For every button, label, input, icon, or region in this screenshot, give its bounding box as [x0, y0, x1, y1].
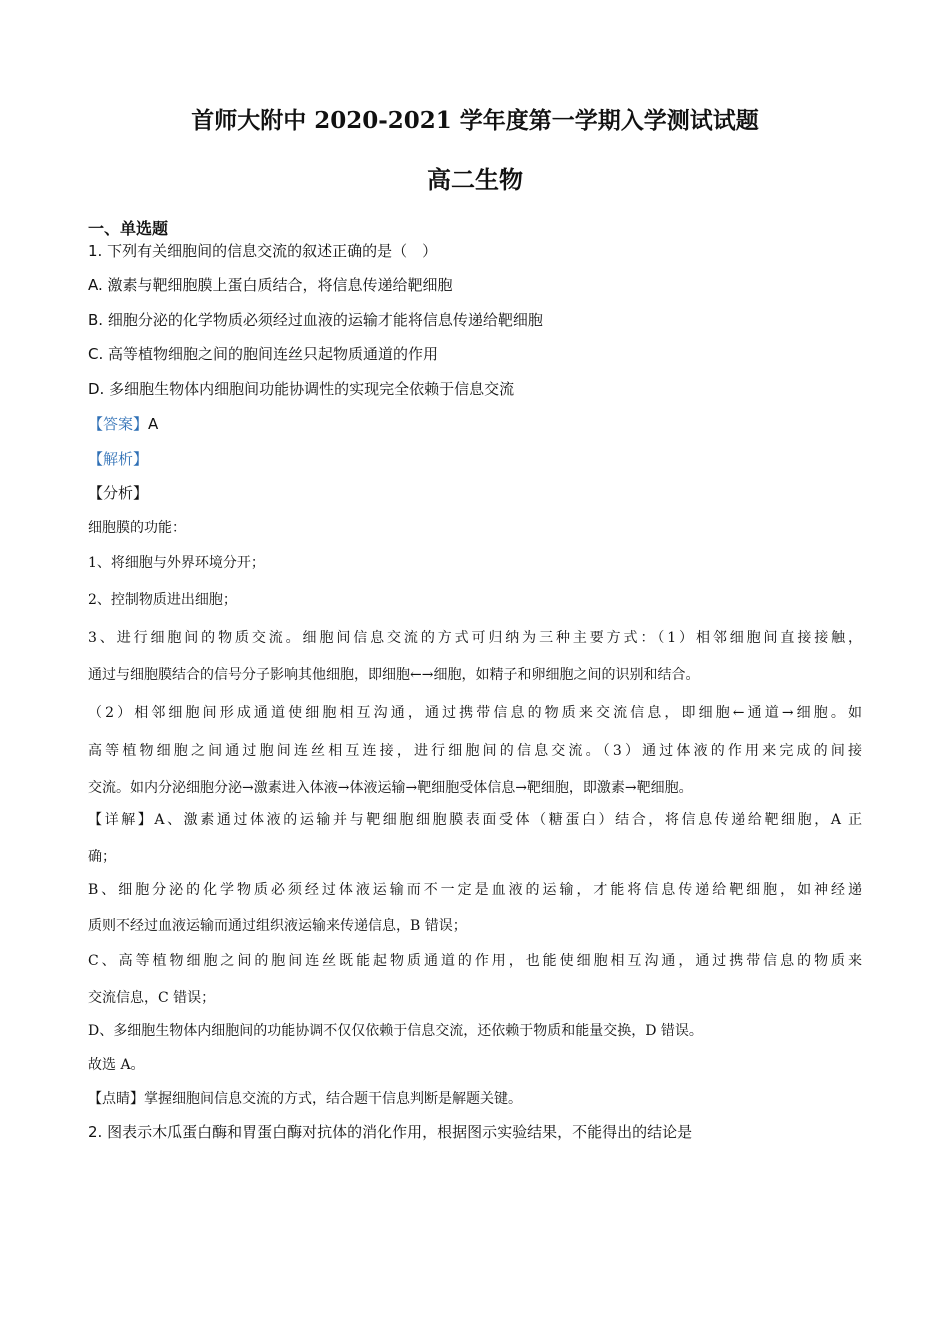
question-1-option-c: C. 高等植物细胞之间的胞间连丝只起物质通道的作用 — [88, 345, 439, 363]
detail-line: 故选 A。 — [88, 1057, 145, 1073]
question-1-stem: 1. 下列有关细胞间的信息交流的叙述正确的是（ ） — [88, 242, 438, 260]
explanation-line: （2）相邻细胞间形成通道使细胞相互沟通，通过携带信息的物质来交流信息，即细胞←通道→细胞。如 — [88, 705, 862, 721]
answer-tag: 【答案】 — [88, 415, 149, 433]
question-1-option-b: B. 细胞分泌的化学物质必须经过血液的运输才能将信息传递给靶细胞 — [88, 311, 543, 329]
answer-line — [88, 414, 158, 434]
detail-line: 交流信息，C 错误； — [88, 990, 216, 1006]
explanation-line: 2、控制物质进出细胞； — [88, 592, 237, 608]
explanation-line: 通过与细胞膜结合的信号分子影响其他细胞，即细胞←→细胞，如精子和卵细胞之间的识别和结合。 — [88, 667, 700, 683]
explanation-line: 3、进行细胞间的物质交流。细胞间信息交流的方式可归纳为三种主要方式：（1）相邻细胞间直接接触， — [88, 630, 862, 646]
analysis-tag: 【解析】 — [88, 450, 149, 468]
detail-line: C、高等植物细胞之间的胞间连丝既能起物质通道的作用，也能使细胞相互沟通，通过携带信息的物质来 — [88, 953, 862, 969]
question-2-stem: 2. 图表示木瓜蛋白酶和胃蛋白酶对抗体的消化作用，根据图示实验结果，不能得出的结论是 — [88, 1123, 693, 1141]
fenxi-tag: 【分析】 — [88, 484, 149, 502]
detail-line: D、多细胞生物体内细胞间的功能协调不仅仅依赖于信息交流，还依赖于物质和能量交换，D 错误。 — [88, 1023, 703, 1039]
exam-subtitle: 高二生物 — [427, 165, 523, 194]
question-1-option-a: A. 激素与靶细胞膜上蛋白质结合，将信息传递给靶细胞 — [88, 276, 453, 294]
detail-line: B、细胞分泌的化学物质必须经过体液运输而不一定是血液的运输，才能将信息传递给靶细胞，如神经递 — [88, 882, 862, 898]
tip-line: 【点睛】掌握细胞间信息交流的方式，结合题干信息判断是解题关键。 — [88, 1091, 522, 1107]
answer-value: A — [148, 415, 159, 433]
question-1-option-d: D. 多细胞生物体内细胞间功能协调性的实现完全依赖于信息交流 — [88, 380, 515, 398]
explanation-line: 交流。如内分泌细胞分泌→激素进入体液→体液运输→靶细胞受体信息→靶细胞，即激素→靶细胞。 — [88, 780, 693, 796]
explanation-line: 高等植物细胞之间通过胞间连丝相互连接，进行细胞间的信息交流。（3）通过体液的作用来完成的间接 — [88, 743, 862, 759]
detail-line: 质则不经过血液运输而通过组织液运输来传递信息，B 错误； — [88, 918, 467, 934]
detail-line: 【详解】A、激素通过体液的运输并与靶细胞细胞膜表面受体（糖蛋白）结合，将信息传递给靶细胞，A 正 — [88, 812, 862, 828]
section-heading: 一、单选题 — [88, 219, 169, 238]
detail-line: 确； — [88, 849, 116, 865]
explanation-line: 细胞膜的功能： — [88, 520, 186, 536]
exam-title: 首师大附中 2020-2021 学年度第一学期入学测试试题 — [191, 107, 759, 134]
explanation-line: 1、将细胞与外界环境分开； — [88, 555, 265, 571]
